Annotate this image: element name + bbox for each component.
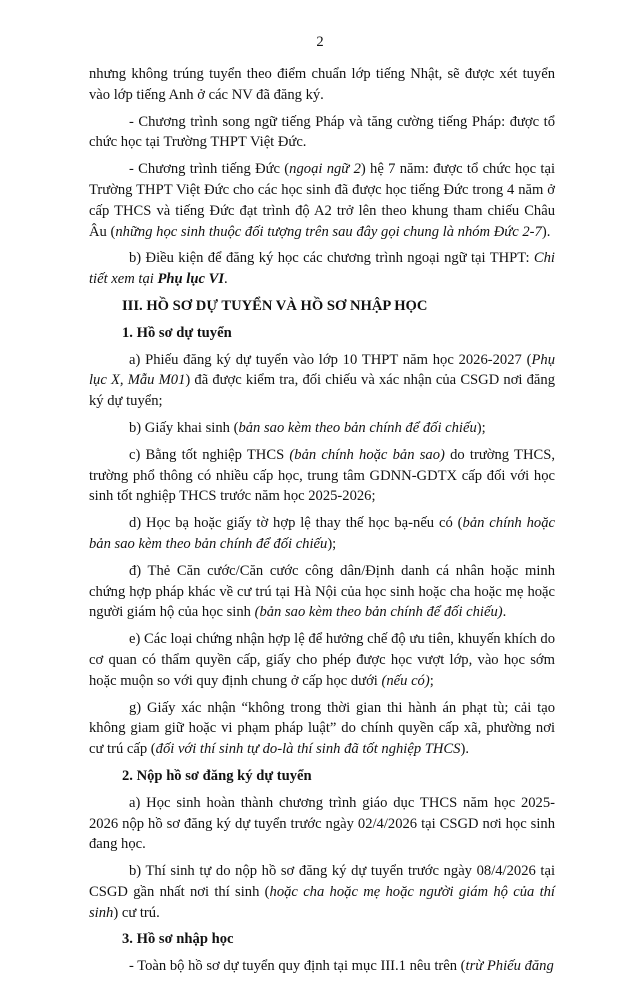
enrollment-item-first: - Toàn bộ hồ sơ dự tuyển quy định tại mục III.1 nêu trên (trừ Phiếu đăng	[129, 958, 554, 975]
item-g-confirmation: g) Giấy xác nhận “không trong thời gian thi hành án phạt tù; cải tạo không giam giữ hoặc vi phạm pháp luật” do chính quyền cấp xã, phường nơi cư trú cấp (đối với thí sinh tự do-là thí sinh đã tốt nghiệp THCS).	[89, 699, 555, 758]
subheading-enrollment-dossier: 3. Hồ sơ nhập học	[122, 931, 234, 948]
subheading-submission: 2. Nộp hồ sơ đăng ký dự tuyển	[122, 767, 312, 784]
paragraph-japanese-continuation: nhưng không trúng tuyển theo điểm chuẩn lớp tiếng Nhật, sẽ được xét tuyển vào lớp tiếng Anh ở các NV đã đăng ký.	[89, 66, 555, 103]
item-c-diploma: c) Bằng tốt nghiệp THCS (bản chính hoặc bản sao) do trường THCS, trường phổ thông có nhiều cấp học, trung tâm GDNN-GDTX cấp đối với học sinh tốt nghiệp THCS trước năm học 2025-2026;	[89, 446, 555, 505]
item-dd-id-card: đ) Thẻ Căn cước/Căn cước công dân/Định danh cá nhân hoặc minh chứng hợp pháp khác về cư trú tại Hà Nội của học sinh hoặc cha hoặc mẹ hoặc người giám hộ của học sinh (bản sao kèm theo bản chính để đối chiếu).	[89, 562, 555, 621]
paragraph-registration-conditions: b) Điều kiện để đăng ký học các chương trình ngoại ngữ tại THPT: Chi tiết xem tại Phụ lục VI.	[89, 250, 555, 288]
page-number: 2	[316, 34, 324, 50]
submission-item-b: b) Thí sinh tự do nộp hồ sơ đăng ký dự tuyển trước ngày 08/4/2026 tại CSGD gần nhất nơi thí sinh (hoặc cha hoặc mẹ hoặc người giám hộ của thí sinh) cư trú.	[89, 863, 555, 921]
section-heading-iii: III. HỒ SƠ DỰ TUYỂN VÀ HỒ SƠ NHẬP HỌC	[122, 297, 428, 314]
item-a-registration-form: a) Phiếu đăng ký dự tuyển vào lớp 10 THPT năm học 2026-2027 (Phụ lục X, Mẫu M01) đã được kiểm tra, đối chiếu và xác nhận của CSGD nơi đăng ký dự tuyển;	[89, 351, 556, 410]
paragraph-german-program: - Chương trình tiếng Đức (ngoại ngữ 2) hệ 7 năm: được tổ chức học tại Trường THPT Việt Đức cho các học sinh đã được học tiếng Đức trong 4 năm ở cấp THCS và tiếng Đức đạt trình độ A2 trở lên theo khung tham chiếu Châu Âu (những học sinh thuộc đối tượng trên sau đây gọi chung là nhóm Đức 2-7).	[89, 161, 555, 240]
item-b-birth-certificate: b) Giấy khai sinh (bản sao kèm theo bản chính để đối chiếu);	[129, 419, 486, 436]
paragraph-french-program: - Chương trình song ngữ tiếng Pháp và tăng cường tiếng Pháp: được tổ chức học tại Trường THPT Việt Đức.	[89, 113, 555, 151]
document-body	[89, 64, 555, 983]
subheading-application-dossier: 1. Hồ sơ dự tuyển	[122, 324, 232, 341]
item-d-transcript: d) Học bạ hoặc giấy tờ hợp lệ thay thế học bạ-nếu có (bản chính hoặc bản sao kèm theo bản chính để đối chiếu);	[89, 515, 555, 552]
item-e-priority-certificates: e) Các loại chứng nhận hợp lệ để hưởng chế độ ưu tiên, khuyến khích do cơ quan có thẩm quyền cấp, giấy cho phép được học vượt lớp, vào học sớm hoặc muộn so với quy định chung ở cấp học dưới (nếu có);	[89, 631, 555, 689]
submission-item-a: a) Học sinh hoàn thành chương trình giáo dục THCS năm học 2025-2026 nộp hồ sơ đăng ký dự tuyển trước ngày 02/4/2026 tại CSGD nơi học sinh đang học.	[89, 794, 555, 853]
